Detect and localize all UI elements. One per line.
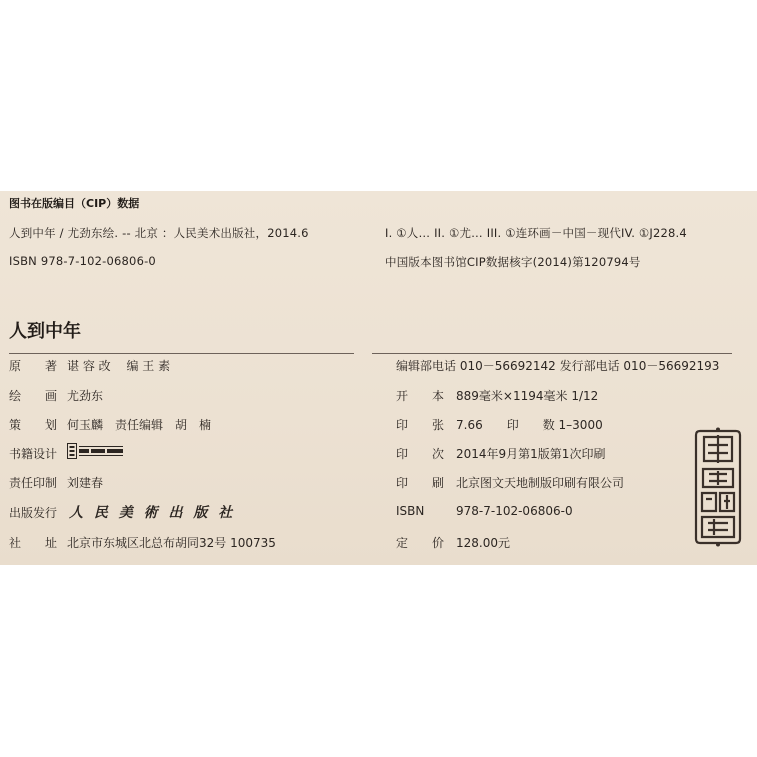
credit-value: 何玉麟 责任编辑 胡 楠 bbox=[67, 418, 212, 432]
copyright-page bbox=[0, 191, 757, 565]
publisher-name: 人 民 美 術 出 版 社 bbox=[69, 505, 236, 521]
cip-classification: I. ①人… II. ①尤… III. ①连环画－中国－现代IV. ①J228.4 bbox=[385, 226, 687, 240]
credit-label: 出版发行 bbox=[9, 506, 58, 520]
credit-value: 刘建春 bbox=[67, 476, 104, 490]
credit-value: 北京市东城区北总布胡同32号 100735 bbox=[67, 536, 276, 550]
left-divider bbox=[9, 353, 354, 354]
info-label: 印 次 bbox=[396, 447, 445, 461]
info-label: 印 张 bbox=[396, 418, 445, 432]
right-divider bbox=[372, 353, 732, 354]
cip-record-line: 人到中年 / 尤劲东绘. -- 北京 ：人民美术出版社，2014.6 bbox=[9, 226, 309, 240]
info-value: 2014年9月第1版第1次印刷 bbox=[456, 447, 606, 461]
phone-numbers: 编辑部电话 010－56692142 发行部电话 010－56692193 bbox=[396, 359, 720, 373]
info-value: 北京图文天地制版印刷有限公司 bbox=[456, 476, 625, 490]
credit-value: 尤劲东 bbox=[67, 389, 104, 403]
cip-isbn: ISBN 978-7-102-06806-0 bbox=[9, 254, 156, 268]
info-value: 7.66 印 数 1–3000 bbox=[456, 418, 603, 432]
credit-label: 原 著 bbox=[9, 359, 58, 373]
series-seal-logo bbox=[692, 427, 744, 547]
credit-label: 策 划 bbox=[9, 418, 58, 432]
info-label: 定 价 bbox=[396, 536, 445, 550]
cip-heading: 图书在版编目（CIP）数据 bbox=[9, 197, 140, 210]
book-design-logo bbox=[67, 443, 125, 459]
credit-label: 社 址 bbox=[9, 536, 58, 550]
info-value: 889毫米×1194毫米 1/12 bbox=[456, 389, 599, 403]
info-value: 978-7-102-06806-0 bbox=[456, 504, 573, 518]
credit-value: 谌 容 改 编 王 素 bbox=[67, 359, 171, 373]
info-label: 开 本 bbox=[396, 389, 445, 403]
book-title: 人到中年 bbox=[9, 321, 81, 342]
credit-label: 书籍设计 bbox=[9, 447, 58, 461]
credit-label: 责任印制 bbox=[9, 476, 58, 490]
credit-label: 绘 画 bbox=[9, 389, 58, 403]
info-label: ISBN bbox=[396, 504, 425, 518]
info-value: 128.00元 bbox=[456, 536, 510, 550]
cip-record-number: 中国版本图书馆CIP数据核字(2014)第120794号 bbox=[385, 255, 641, 269]
info-label: 印 刷 bbox=[396, 476, 445, 490]
